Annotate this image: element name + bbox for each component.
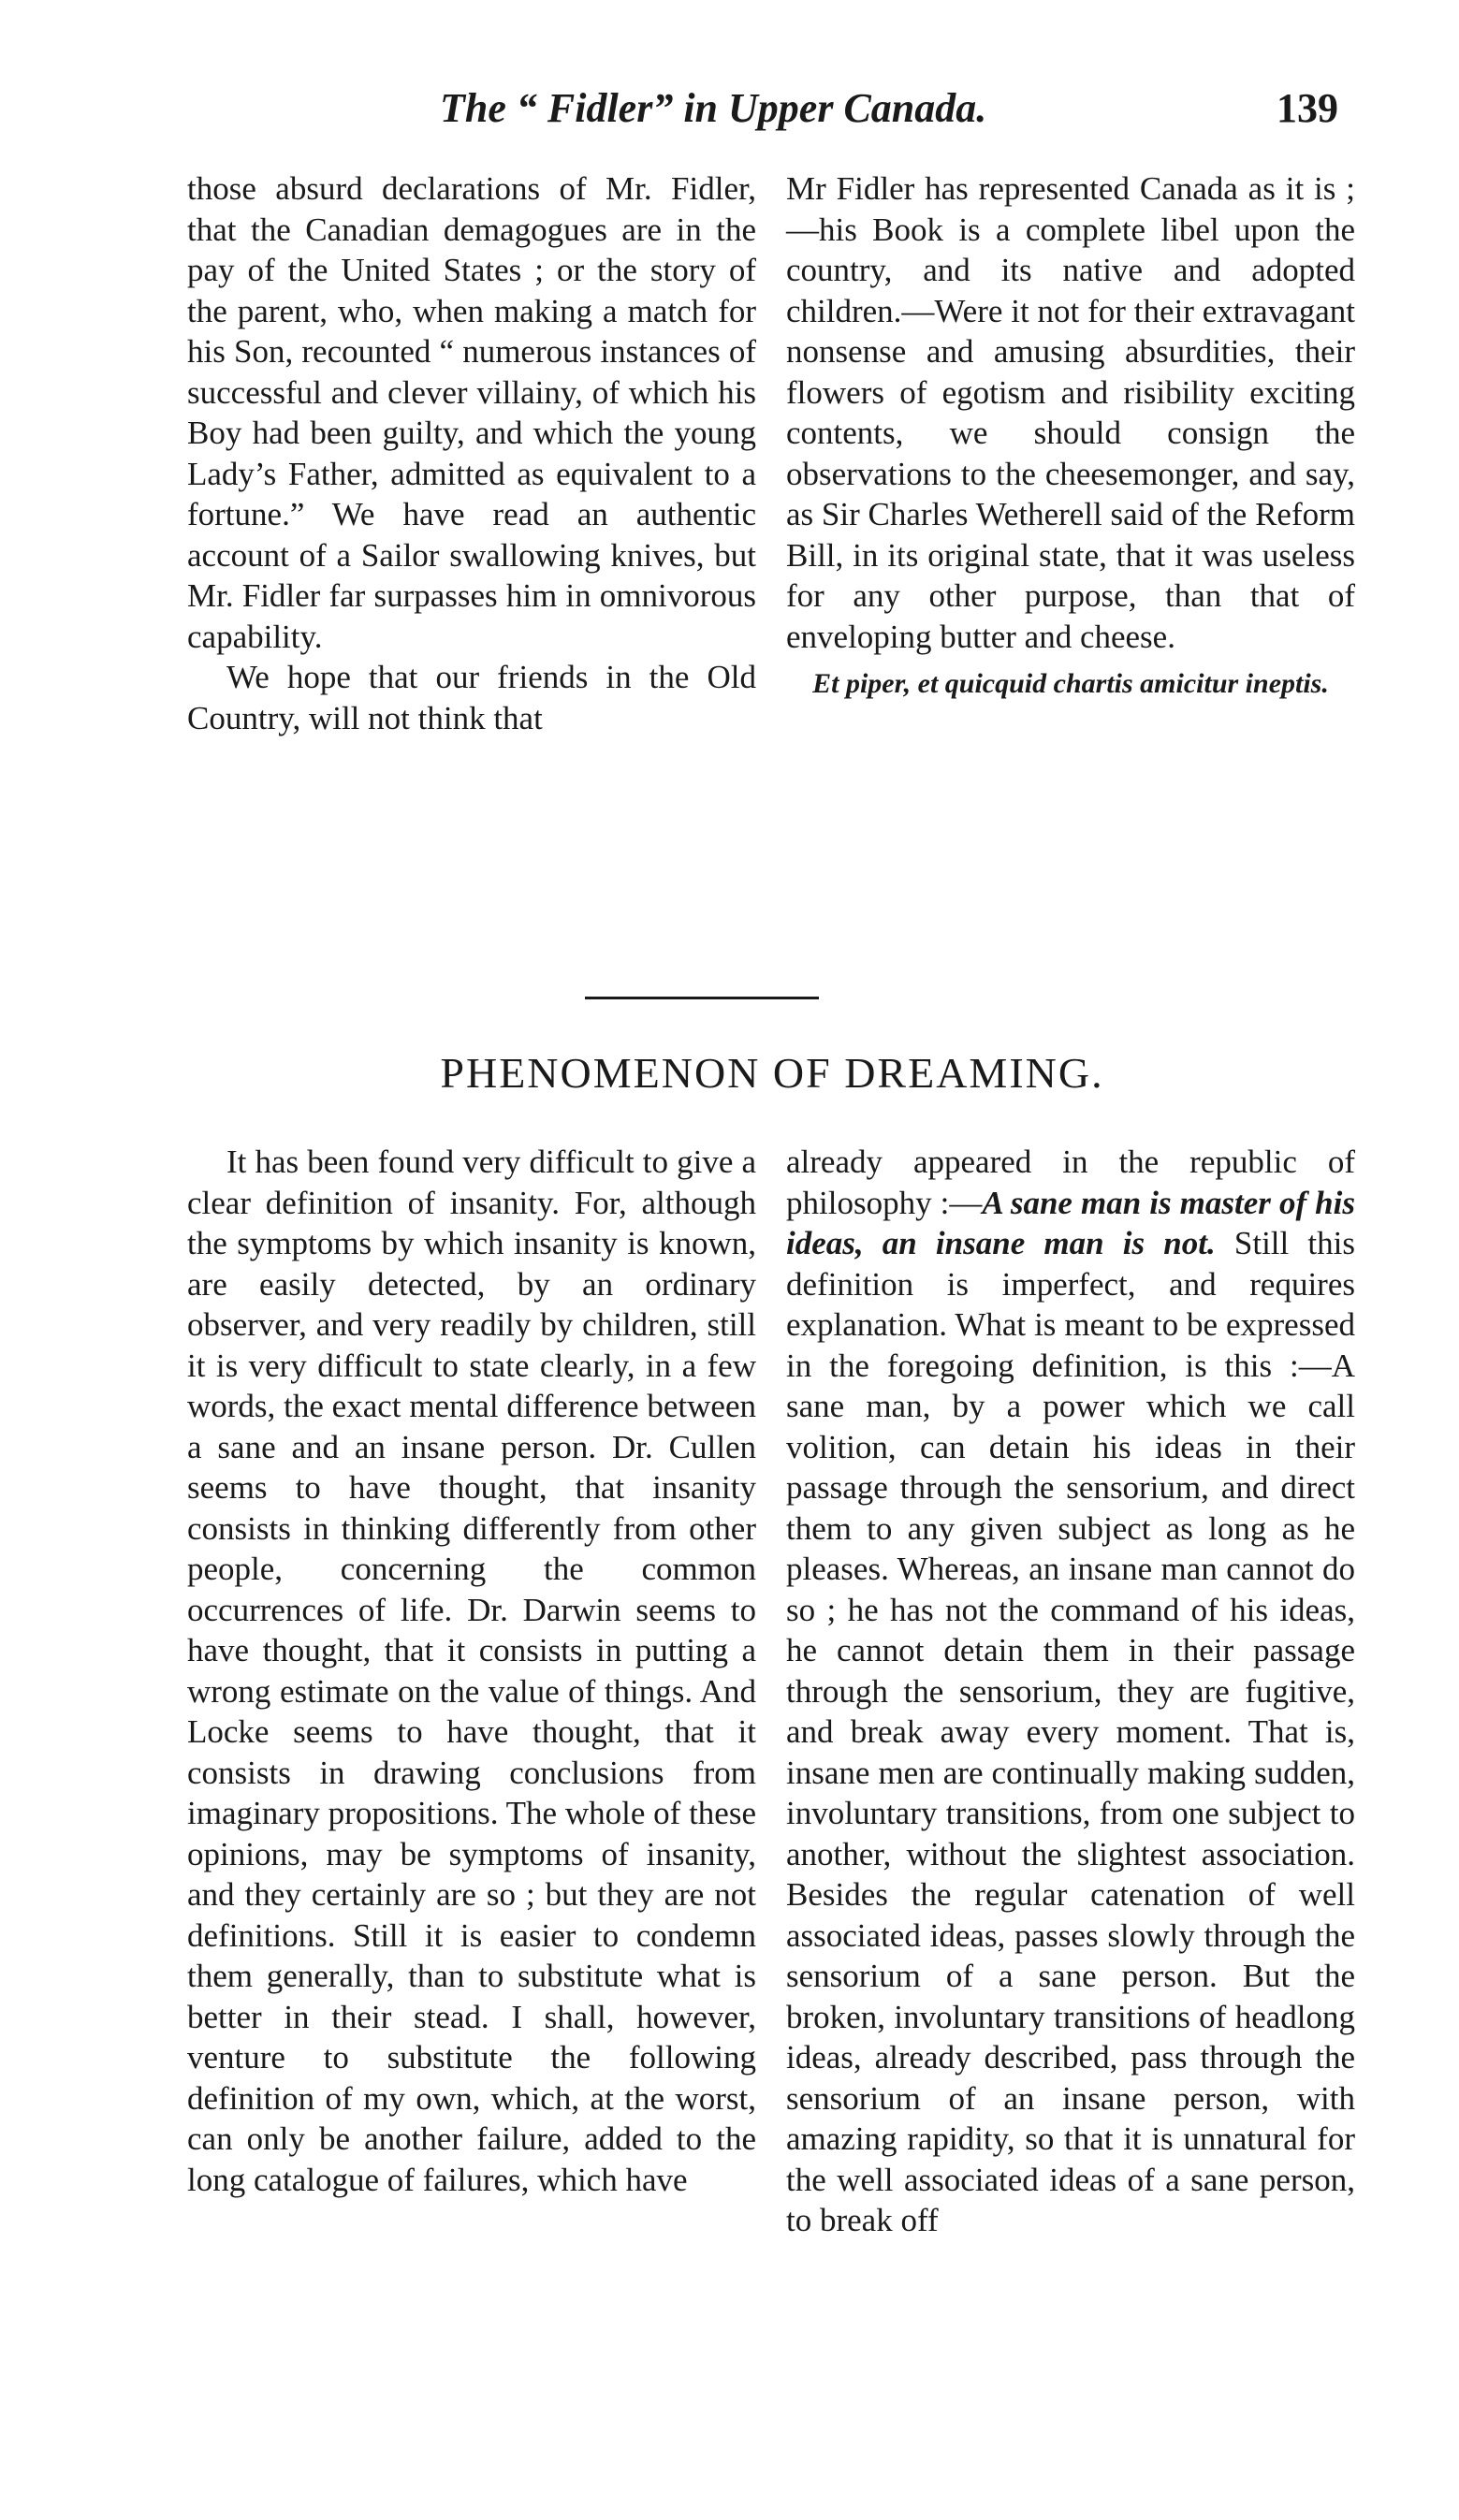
- article-one-right-paragraph-1: Mr Fidler has represented Canada as it is ;—his Book is a complete libel upon the country, and its native and adopted children.—Were it not for their extravagant nonsense and amusing absurdities, their flowers of egotism and risibility exciting contents, we should consign the observations to the cheesemonger, and say, as Sir Charles Wetherell said of the Reform Bill, in its original state, that it was useless for any other purpose, than that of enveloping butter and cheese.: [786, 170, 1355, 655]
- running-head: [187, 84, 1366, 150]
- latin-epigraph: Et piper, et quicquid chartis amicitur ineptis.: [812, 668, 1329, 699]
- book-page: [187, 75, 1366, 2470]
- running-title: The “ Fidler” in Upper Canada.: [440, 85, 987, 131]
- text-after-definition: Still this definition is imperfect, and requires explanation. What is meant to be expressed in the foregoing definition, is this :—A sane man, by a power which we call volition, can detain his ideas in their passage through the sensorium, and direct them to any given subject as long as he pleases. Whereas, an insane man cannot do so ; he has not the command of his ideas, he cannot detain them in their passage through the sensorium, they are fugitive, and break away every moment. That is, insane men are continually making sudden, involuntary transitions, from one subject to another, without the slightest association. Besides the regular catenation of well associated ideas, passes slowly through the sensorium of a sane person. But the broken, involuntary transitions of headlong ideas, already described, pass through the sensorium of an insane person, with amazing rapidity, so that it is unnatural for the well associated ideas of a sane person, to break off: [786, 1225, 1355, 2238]
- article-two-right-paragraph: [786, 1142, 1355, 2241]
- article-two-left-column: [187, 1142, 756, 2200]
- article-two-right-column: [786, 1142, 1355, 2241]
- article-one-left-column: [187, 168, 756, 738]
- section-divider: [585, 997, 819, 999]
- section-title: PHENOMENON OF DREAMING.: [440, 1049, 1104, 1097]
- text-before-definition: already appeared in the republic of philosophy :—: [786, 1143, 1355, 1221]
- page-number: 139: [1277, 85, 1338, 131]
- article-two-left-paragraph: It has been found very difficult to give a clear definition of insanity. For, although the symptoms by which insanity is known, are easily detected, by an ordinary observer, and very readily by children, still it is very difficult to state clearly, in a few words, the exact mental difference between a sane and an insane person. Dr. Cullen seems to have thought, that insanity consists in thinking differently from other people, concerning the common occurrences of life. Dr. Darwin seems to have thought, that it consists in putting a wrong estimate on the value of things. And Locke seems to have thought, that it consists in drawing conclusions from imaginary propositions. The whole of these opinions, may be symptoms of insanity, and they certainly are so ; but they are not definitions. Still it is easier to condemn them generally, than to substitute what is better in their stead. I shall, however, venture to substitute the following definition of my own, which, at the worst, can only be another failure, added to the long catalogue of failures, which have: [187, 1143, 756, 2198]
- definition-text: A sane man is master of his ideas, an insane man is not.: [786, 1184, 1355, 1261]
- article-one-left-paragraph-1: those absurd declarations of Mr. Fidler, that the Canadian demagogues are in the pay of the United States ; or the story of the parent, who, when making a match for his Son, recounted “ numerous instances of successful and clever villainy, of which his Boy had been guilty, and which the young Lady’s Father, admitted as equivalent to a fortune.” We have read an authentic account of a Sailor swallowing knives, but Mr. Fidler far surpasses him in omnivorous capability.: [187, 170, 756, 655]
- article-one-left-paragraph-2: We hope that our friends in the Old Country, will not think that: [187, 659, 756, 736]
- article-one-right-column: [786, 168, 1355, 700]
